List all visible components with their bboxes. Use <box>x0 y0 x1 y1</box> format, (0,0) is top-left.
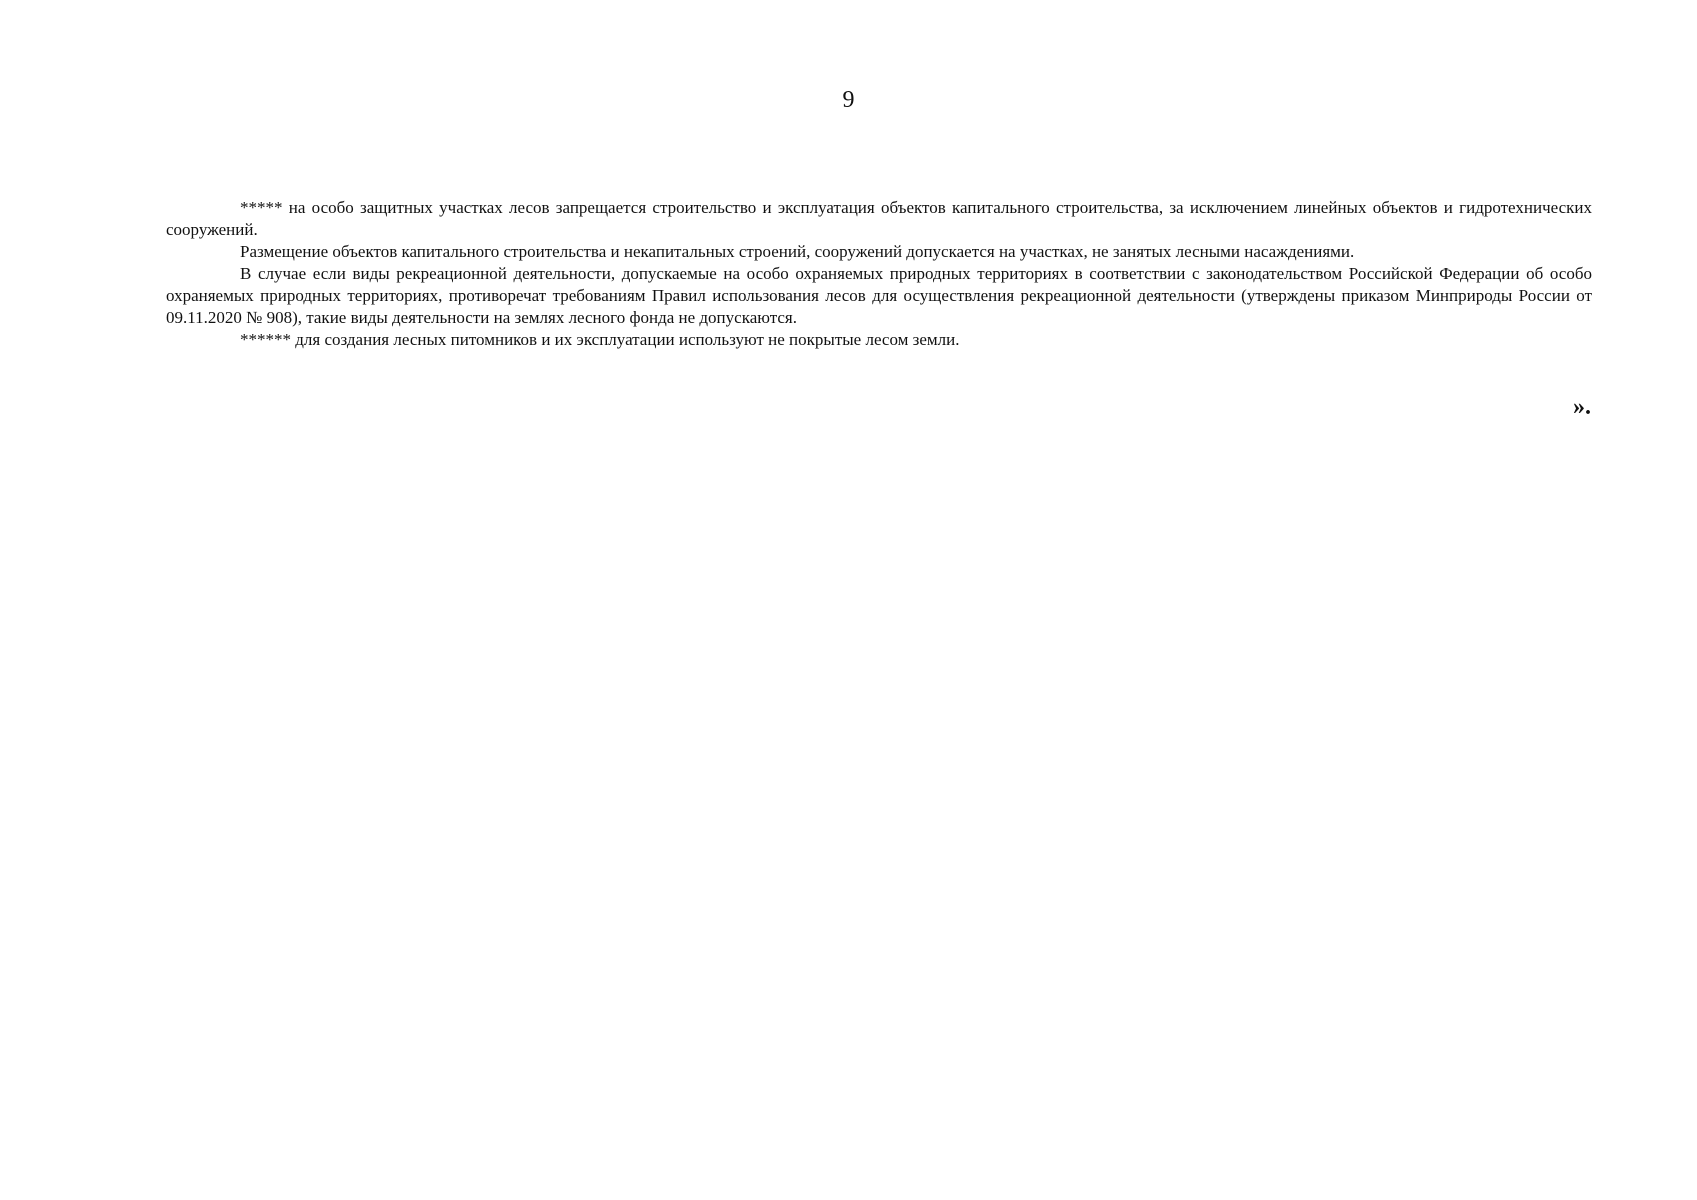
placement-paragraph: Размещение объектов капитального строительства и некапитальных строений, сооружений допускается на участках, не занятых лесными насаждениями. <box>240 242 1355 261</box>
footnote-paragraph-protective-areas: ***** на особо защитных участках лесов запрещается строительство и эксплуатация объектов капитального строительства, за исключением линейных объектов и гидротехнических сооружений. <box>166 198 1592 239</box>
recreational-activity-paragraph: В случае если виды рекреационной деятельности, допускаемые на особо охраняемых природных территориях в соответствии с законодательством Российской Федерации об особо охраняемых природных территориях, противоречат требованиям Правил использования лесов для осуществления рекреационной деятельности (утверждены приказом Минприроды России от 09.11.2020 № 908), такие виды деятельности на землях лесного фонда не допускаются. <box>166 264 1592 327</box>
closing-quote-mark: ». <box>1573 394 1591 420</box>
page-number: 9 <box>842 87 855 113</box>
footnote-paragraph-nurseries: ****** для создания лесных питомников и их эксплуатации используют не покрытые лесом земли. <box>240 330 960 349</box>
footnotes-block <box>166 197 1592 351</box>
